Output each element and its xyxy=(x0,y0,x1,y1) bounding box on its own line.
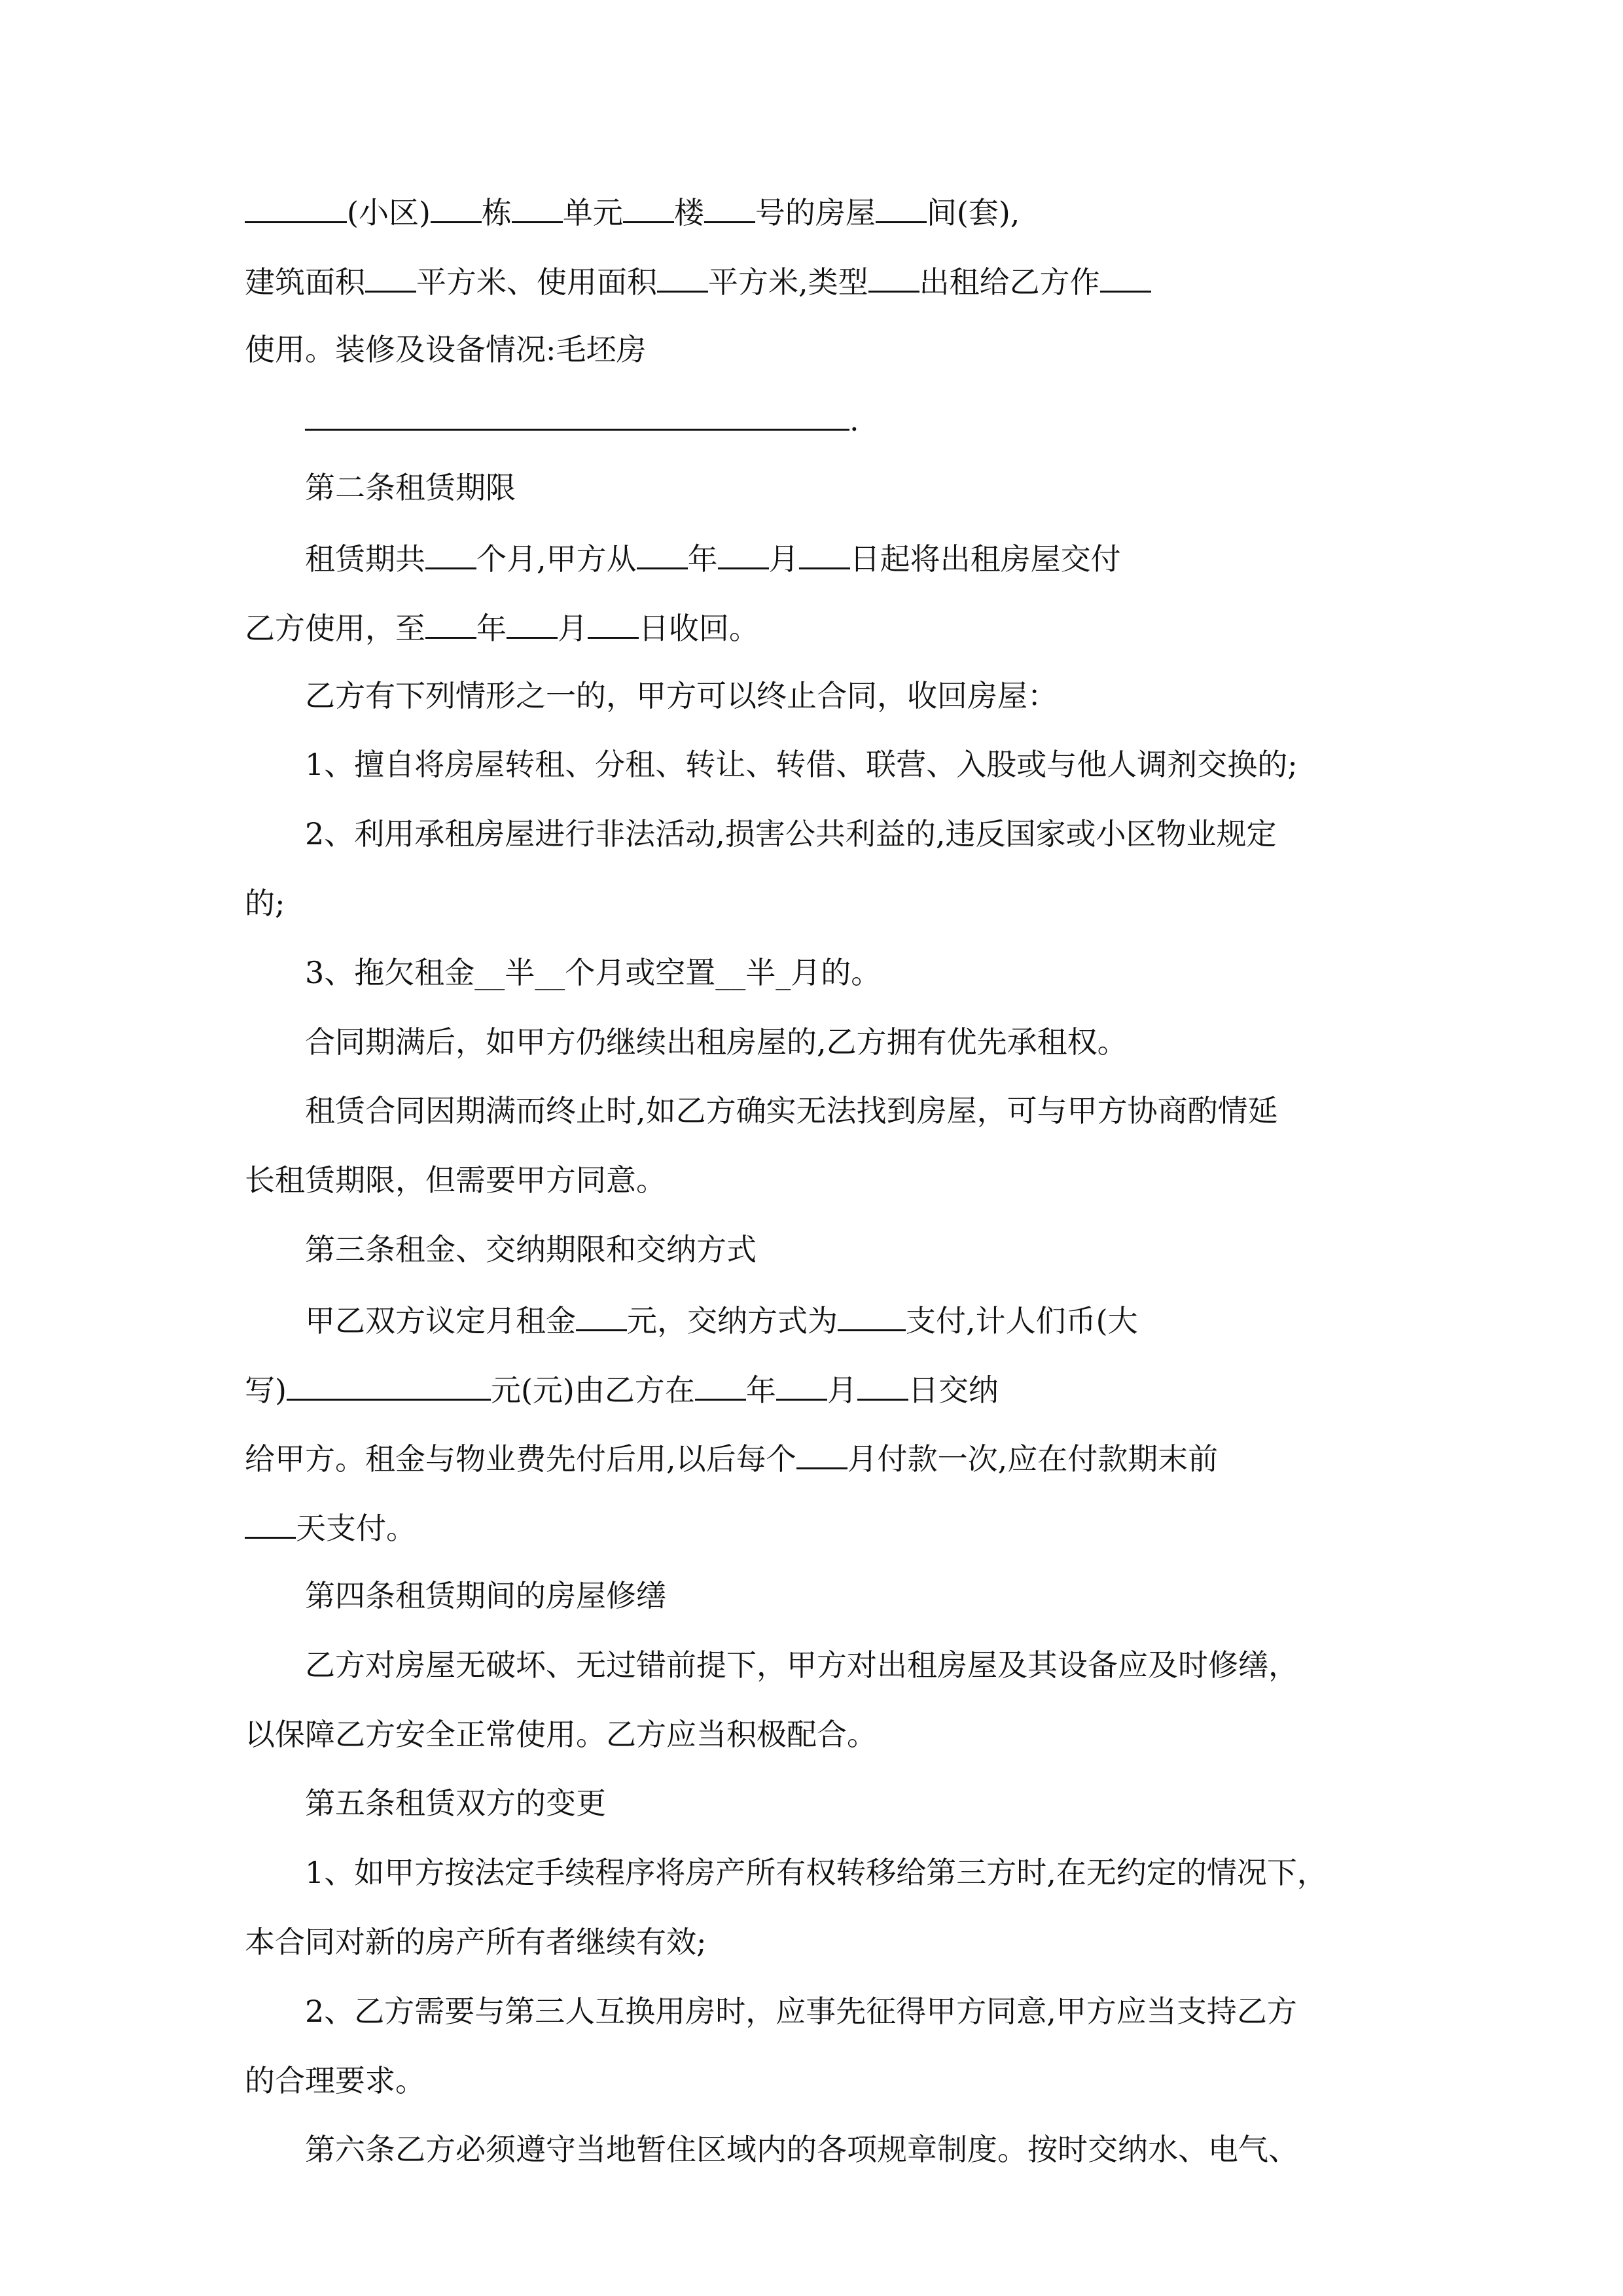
text-segment: 1、如甲方按法定手续程序将房产所有权转移给第三方时,在无约定的情况下， xyxy=(305,1855,1327,1890)
text-segment: 写) xyxy=(245,1372,287,1408)
text-line xyxy=(305,1299,1138,1338)
text-line xyxy=(305,1784,606,1823)
text-line xyxy=(305,1230,757,1269)
fill-in-blank xyxy=(876,191,927,223)
text-segment: 使用。装修及设备情况:毛坯房 xyxy=(245,332,647,367)
fill-in-blank xyxy=(576,1299,627,1331)
fill-in-blank xyxy=(657,260,708,293)
fill-in-blank xyxy=(287,1369,491,1401)
text-segment: 第五条租赁双方的变更 xyxy=(305,1785,606,1821)
text-segment: 本合同对新的房产所有者继续有效; xyxy=(245,1924,707,1960)
text-line xyxy=(305,1022,1128,1062)
text-segment: 间(套), xyxy=(926,195,1020,230)
text-segment: 乙方对房屋无破坏、无过错前提下，甲方对出租房屋及其设备应及时修缮， xyxy=(305,1647,1298,1683)
fill-in-blank xyxy=(857,1369,908,1401)
fill-in-blank xyxy=(838,1299,906,1331)
fill-in-blank xyxy=(245,191,347,223)
text-segment: 租赁合同因期满而终止时,如乙方确实无法找到房屋，可与甲方协商酌情延 xyxy=(305,1093,1278,1128)
fill-in-blank xyxy=(425,537,476,569)
text-line xyxy=(305,745,1298,784)
text-segment: 个月,甲方从 xyxy=(476,541,637,577)
fill-in-blank xyxy=(637,537,688,569)
text-segment: 1、擅自将房屋转租、分租、转让、转借、联营、入股或与他人调剂交换的; xyxy=(305,747,1298,782)
fill-in-blank xyxy=(776,1369,827,1401)
text-segment: 2、利用承租房屋进行非法活动,损害公共利益的,违反国家或小区物业规定 xyxy=(305,816,1277,852)
text-segment: 建筑面积 xyxy=(245,264,365,300)
fill-in-blank xyxy=(695,1369,746,1401)
fill-in-blank xyxy=(623,191,674,223)
text-segment: 以保障乙方安全正常使用。乙方应当积极配合。 xyxy=(245,1717,877,1752)
text-segment: 月 xyxy=(768,541,799,577)
fill-in-blank xyxy=(507,607,558,639)
text-segment: 长租赁期限，但需要甲方同意。 xyxy=(245,1162,666,1198)
text-segment: . xyxy=(849,403,859,438)
text-line xyxy=(245,191,1020,230)
text-segment: 月 xyxy=(827,1372,857,1408)
text-line xyxy=(245,1160,666,1200)
text-segment: 日交纳 xyxy=(908,1372,999,1408)
text-segment: 租赁期共 xyxy=(305,541,425,577)
fill-in-blank xyxy=(868,260,919,293)
fill-in-blank xyxy=(796,1437,847,1469)
fill-in-blank xyxy=(704,191,755,223)
text-line xyxy=(305,1091,1278,1130)
fill-in-blank xyxy=(588,607,639,639)
text-line xyxy=(305,399,859,438)
text-segment: 的; xyxy=(245,886,285,921)
text-segment: 甲乙双方议定月租金 xyxy=(305,1303,576,1338)
text-segment: 日起将出租房屋交付 xyxy=(849,541,1121,577)
text-segment: 月 xyxy=(558,611,588,646)
text-segment: 天支付。 xyxy=(296,1511,416,1546)
text-segment: 元(元)由乙方在 xyxy=(490,1372,695,1408)
text-segment: 给甲方。租金与物业费先付后用,以后每个 xyxy=(245,1441,796,1477)
text-line xyxy=(245,330,647,369)
fill-in-blank xyxy=(425,607,476,639)
text-line xyxy=(245,884,285,923)
text-segment: 合同期满后，如甲方仍继续出租房屋的,乙方拥有优先承租权。 xyxy=(305,1024,1128,1060)
text-segment: 乙方有下列情形之一的，甲方可以终止合同，收回房屋： xyxy=(305,678,1058,713)
text-segment: 年 xyxy=(476,611,507,646)
text-segment: 出租给乙方作 xyxy=(919,264,1100,300)
text-line xyxy=(245,2061,425,2100)
fill-in-blank xyxy=(799,537,850,569)
fill-in-blank xyxy=(431,191,482,223)
text-segment: 乙方使用，至 xyxy=(245,611,425,646)
text-line xyxy=(305,953,881,992)
fill-in-blank xyxy=(512,191,563,223)
text-segment: 第六条乙方必须遵守当地暂住区域内的各项规章制度。按时交纳水、电气、 xyxy=(305,2132,1298,2167)
fill-in-blank xyxy=(245,1507,296,1539)
text-segment: 号的房屋 xyxy=(755,195,876,230)
text-line xyxy=(245,607,759,646)
text-segment: 平方米、使用面积 xyxy=(416,264,657,300)
text-segment: 日收回。 xyxy=(639,611,759,646)
text-segment: 平方米,类型 xyxy=(708,264,868,300)
fill-in-blank xyxy=(305,399,849,431)
text-segment: 第三条租金、交纳期限和交纳方式 xyxy=(305,1232,757,1267)
text-line xyxy=(245,1369,999,1408)
text-line xyxy=(305,1992,1297,2031)
text-segment: 的合理要求。 xyxy=(245,2063,425,2098)
text-line xyxy=(245,1507,416,1546)
text-segment: 3、拖欠租金__半__个月或空置__半_月的。 xyxy=(305,955,882,990)
text-line xyxy=(305,537,1121,577)
text-line xyxy=(305,1645,1298,1685)
fill-in-blank xyxy=(718,537,769,569)
text-segment: 支付,计人们币(大 xyxy=(906,1303,1138,1338)
text-segment: 单元 xyxy=(562,195,623,230)
text-segment: 年 xyxy=(745,1372,776,1408)
text-segment: 栋 xyxy=(481,195,512,230)
text-segment: 楼 xyxy=(673,195,704,230)
fill-in-blank xyxy=(1100,260,1151,293)
text-line xyxy=(305,676,1058,715)
text-segment: 第二条租赁期限 xyxy=(305,470,516,505)
text-line xyxy=(245,1922,707,1962)
text-line xyxy=(245,1715,877,1754)
text-line xyxy=(305,2130,1298,2169)
text-line xyxy=(245,1437,1218,1477)
text-segment: (小区) xyxy=(347,195,431,230)
fill-in-blank xyxy=(365,260,416,293)
text-segment: 元，交纳方式为 xyxy=(627,1303,838,1338)
text-line xyxy=(305,1576,666,1615)
text-line xyxy=(305,814,1277,853)
text-line xyxy=(245,260,1151,300)
text-line xyxy=(305,468,516,507)
text-segment: 月付款一次,应在付款期末前 xyxy=(847,1441,1219,1477)
text-line xyxy=(305,1853,1327,1892)
text-segment: 2、乙方需要与第三人互换用房时，应事先征得甲方同意,甲方应当支持乙方 xyxy=(305,1994,1297,2029)
text-segment: 年 xyxy=(687,541,718,577)
text-segment: 第四条租赁期间的房屋修缮 xyxy=(305,1578,666,1613)
